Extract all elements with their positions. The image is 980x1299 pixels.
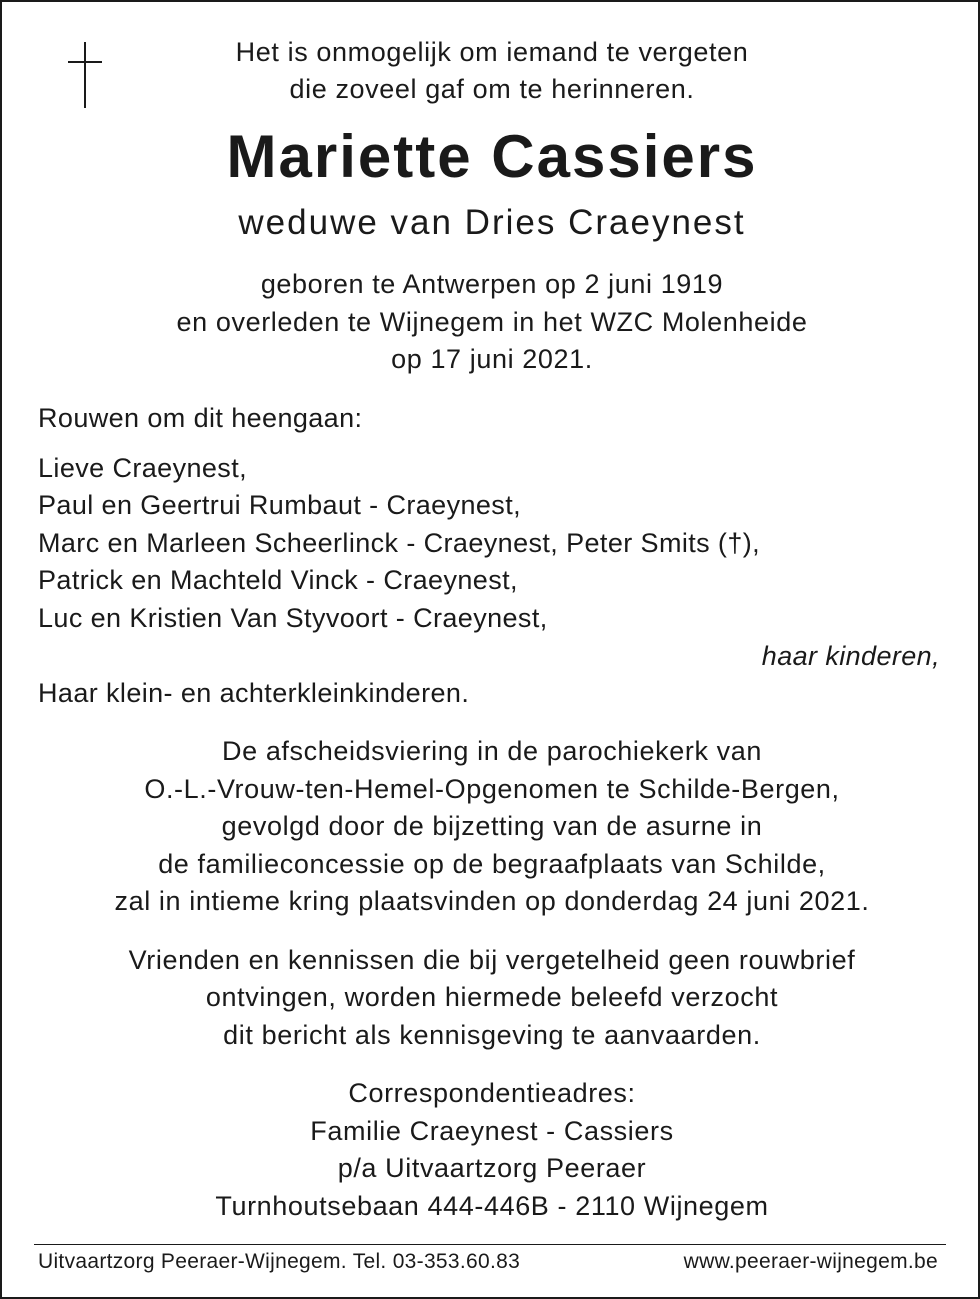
death-line: en overleden te Wijnegem in het WZC Molenheide (176, 307, 808, 337)
deceased-subtitle: weduwe van Dries Craeynest (238, 203, 746, 242)
list-item: Marc en Marleen Scheerlinck - Craeynest, Peter Smits (†), (38, 528, 761, 558)
correspondence-line-2: p/a Uitvaartzorg Peeraer (337, 1153, 647, 1183)
ceremony-line-1: De afscheidsviering in de parochiekerk van (222, 736, 762, 766)
correspondence-heading: Correspondentieadres: (348, 1078, 636, 1108)
correspondence-line-3: Turnhoutsebaan 444-446B - 2110 Wijnegem (215, 1191, 769, 1221)
correspondence-line-1: Familie Craeynest - Cassiers (310, 1116, 674, 1146)
ceremony-line-2: O.-L.-Vrouw-ten-Hemel-Opgenomen te Schilde-Bergen, (144, 774, 840, 804)
mourners-intro: Rouwen om dit heengaan: (38, 403, 363, 433)
notice-line-2: ontvingen, worden hiermede beleefd verzocht (205, 982, 779, 1012)
notice-line-3: dit bericht als kennisgeving te aanvaarden. (223, 1020, 761, 1050)
list-item: Luc en Kristien Van Styvoort - Craeynest, (38, 603, 548, 633)
grandchildren-line: Haar klein- en achterkleinkinderen. (38, 678, 470, 708)
motto-line-1: Het is onmogelijk om iemand te vergeten (235, 37, 749, 67)
list-item: Paul en Geertrui Rumbaut - Craeynest, (38, 490, 522, 520)
footer-divider (34, 1244, 946, 1245)
footer-funeral-home: Uitvaartzorg Peeraer-Wijnegem. Tel. 03-353.60.83 (38, 1250, 521, 1273)
list-item: Lieve Craeynest, (38, 453, 248, 483)
birth-line: geboren te Antwerpen op 2 juni 1919 (260, 269, 724, 299)
deceased-name: Mariette Cassiers (226, 123, 758, 190)
children-label: haar kinderen, (761, 641, 940, 671)
ceremony-line-5: zal in intieme kring plaatsvinden op donderdag 24 juni 2021. (114, 886, 870, 916)
footer-website[interactable]: www.peeraer-wijnegem.be (683, 1250, 938, 1273)
ceremony-line-4: de familieconcessie op de begraafplaats van Schilde, (158, 849, 826, 879)
notice-line-1: Vrienden en kennissen die bij vergetelheid geen rouwbrief (128, 945, 856, 975)
ceremony-line-3: gevolgd door de bijzetting van de asurne in (221, 811, 763, 841)
death-date-line: op 17 juni 2021. (391, 344, 593, 374)
list-item: Patrick en Machteld Vinck - Craeynest, (38, 565, 518, 595)
motto-line-2: die zoveel gaf om te herinneren. (289, 74, 695, 104)
